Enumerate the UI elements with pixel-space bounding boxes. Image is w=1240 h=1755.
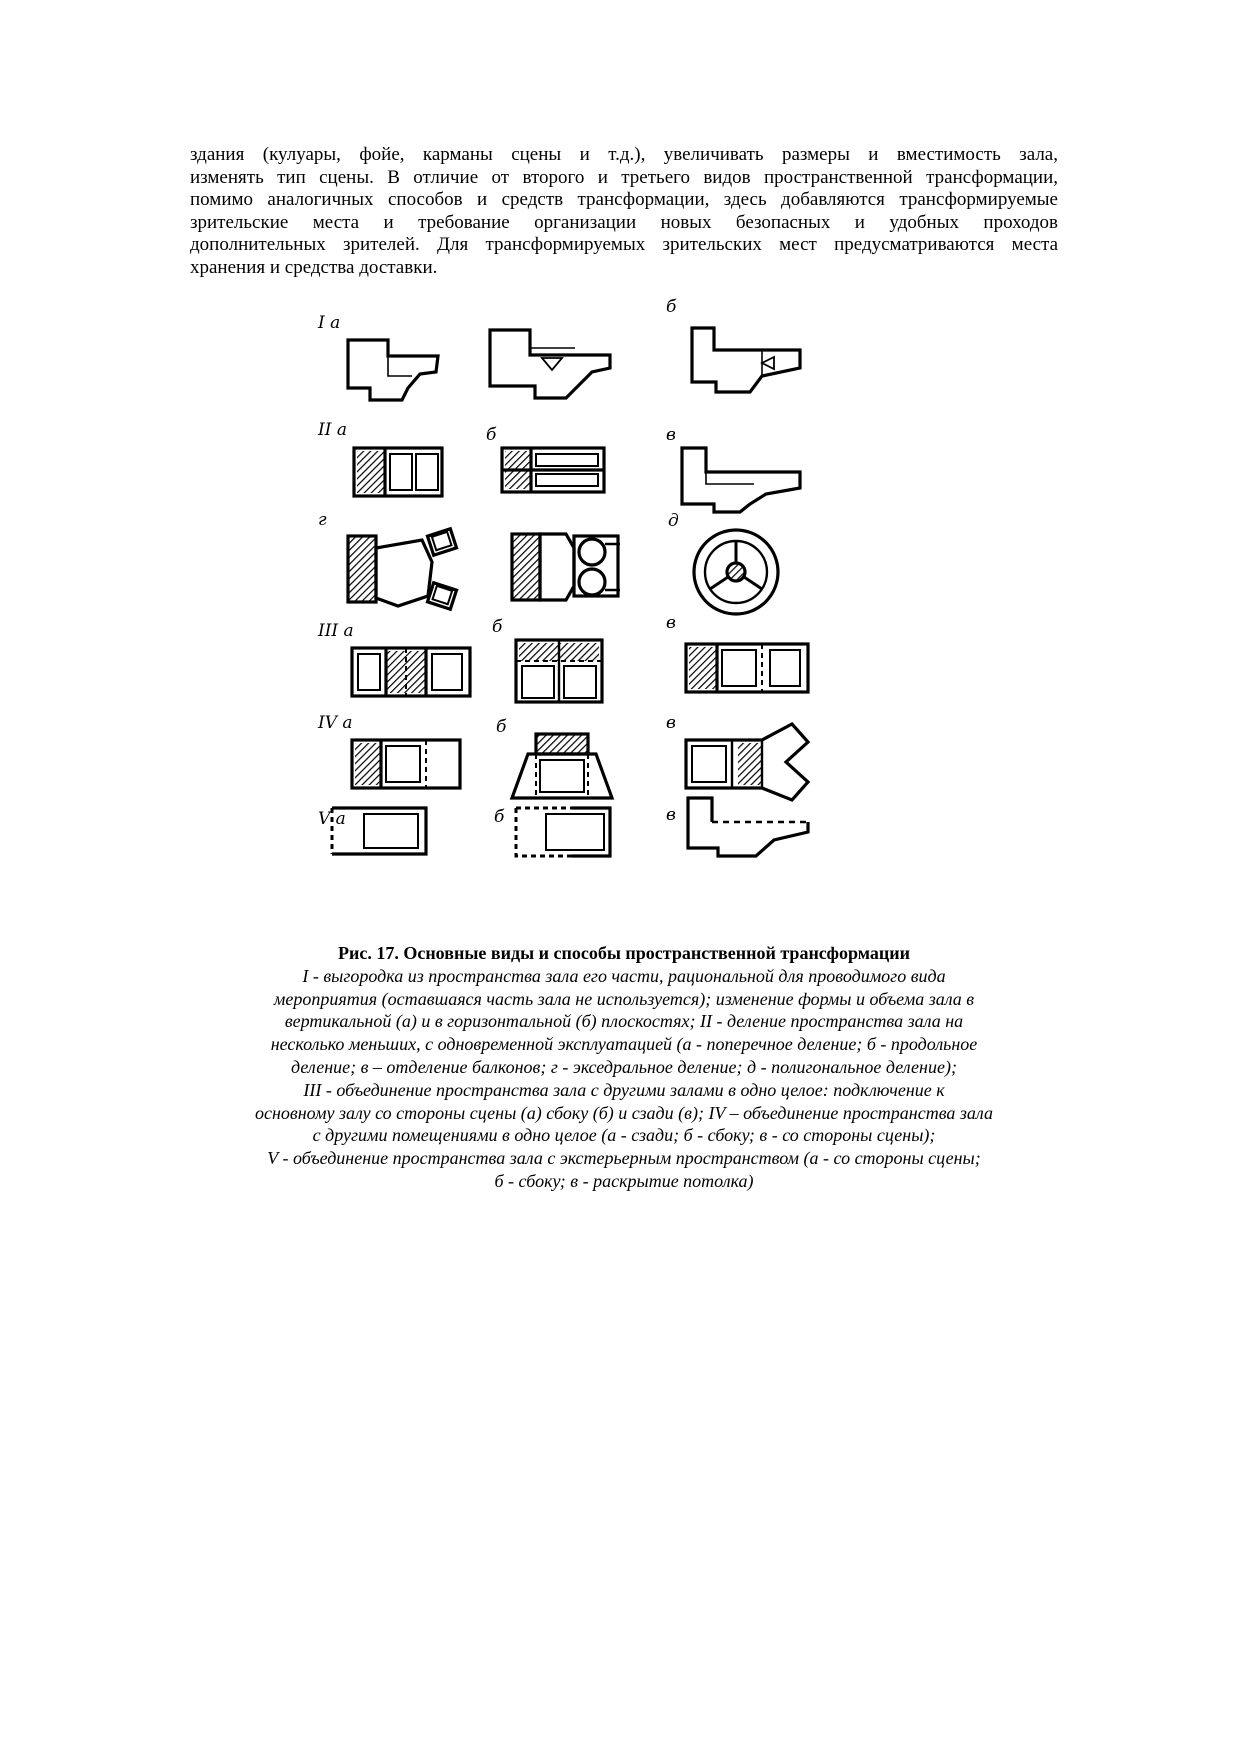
paragraph-line: дополнительных зрителей. Для трансформируемых зрительских мест предусматриваются места	[190, 234, 1058, 255]
caption-line: с другими помещениями в одно целое (а - сзади; б - сбоку; в - со стороны сцены);	[312, 1125, 936, 1146]
scheme-2d	[318, 510, 457, 609]
scheme-4c	[666, 713, 808, 800]
scheme-2e	[668, 511, 778, 614]
label-5c: в	[666, 805, 676, 825]
label-5b: б	[494, 807, 505, 827]
figure-caption	[190, 942, 1058, 1193]
caption-line: I - выгородка из пространства зала его части, рациональной для проводимого вида	[302, 965, 946, 986]
paragraph-line: здания (кулуары, фойе, карманы сцены и т.д.), увеличивать размеры и вместимость зала,	[190, 144, 1058, 165]
paragraph-line: изменять тип сцены. В отличие от второго и третьего видов пространственной трансформации,	[190, 166, 1058, 188]
label-1b: б	[666, 297, 677, 317]
label-4c: в	[666, 713, 676, 733]
scheme-4a	[317, 713, 460, 788]
label-2a: II a	[318, 420, 347, 440]
paragraph-line: помимо аналогичных способов и средств трансформации, здесь добавляются трансформируемые	[190, 189, 1058, 210]
caption-line: мероприятия (оставшаяся часть зала не используется); изменение формы и объема зала в	[273, 988, 975, 1009]
label-2d: г	[318, 510, 327, 530]
paragraph-line: зрительские места и требование организации новых безопасных и удобных проходов	[190, 211, 1058, 233]
body-paragraph	[190, 144, 1058, 279]
scheme-2c	[666, 425, 800, 512]
scheme-5a	[318, 808, 426, 854]
label-1a: I a	[318, 313, 341, 333]
label-4b: б	[496, 717, 507, 737]
label-2e: д	[668, 511, 679, 531]
caption-line: б - сбоку; в - раскрытие потолка)	[494, 1170, 754, 1191]
label-3c: в	[666, 613, 676, 633]
scheme-5b	[494, 807, 610, 856]
label-4a: IV a	[318, 713, 353, 733]
scheme-1a	[317, 313, 438, 400]
scheme-1b	[666, 297, 800, 392]
label-3a: III a	[318, 621, 354, 641]
label-3b: б	[492, 617, 503, 637]
scheme-4b	[496, 717, 612, 798]
scheme-1a-alt	[490, 330, 610, 398]
figure-caption-title: Рис. 17. Основные виды и способы пространственной трансформации	[337, 943, 911, 963]
scheme-3c	[666, 613, 808, 692]
label-5a: V a	[318, 809, 346, 829]
scheme-2b	[486, 425, 604, 492]
caption-line: вертикальной (а) и в горизонтальной (б) плоскостях; II - деление пространства зала на	[284, 1011, 964, 1032]
scheme-5c	[666, 798, 808, 856]
caption-line: III - объединение пространства зала с другими залами в одно целое: подключение к	[303, 1079, 945, 1100]
caption-line: основному залу со стороны сцены (а) сбоку (б) и сзади (в); IV – объединение пространства зала	[255, 1102, 993, 1123]
scheme-3b	[492, 617, 602, 702]
scheme-2a	[317, 420, 442, 496]
caption-line: несколько меньших, с одновременной эксплуатацией (а - поперечное деление; б - продольное	[270, 1034, 978, 1055]
scheme-3a	[317, 621, 470, 696]
label-2c: в	[666, 425, 676, 445]
caption-line: деление; в – отделение балконов; г - экседральное деление; д - полигональное деление);	[291, 1056, 957, 1077]
paragraph-line: хранения и средства доставки.	[190, 256, 438, 278]
scheme-2d-alt	[512, 534, 620, 600]
label-2b: б	[486, 425, 497, 445]
transformation-diagram	[318, 297, 970, 920]
caption-line: V - объединение пространства зала с экстерьерным пространством (а - со стороны сцены;	[267, 1148, 981, 1169]
